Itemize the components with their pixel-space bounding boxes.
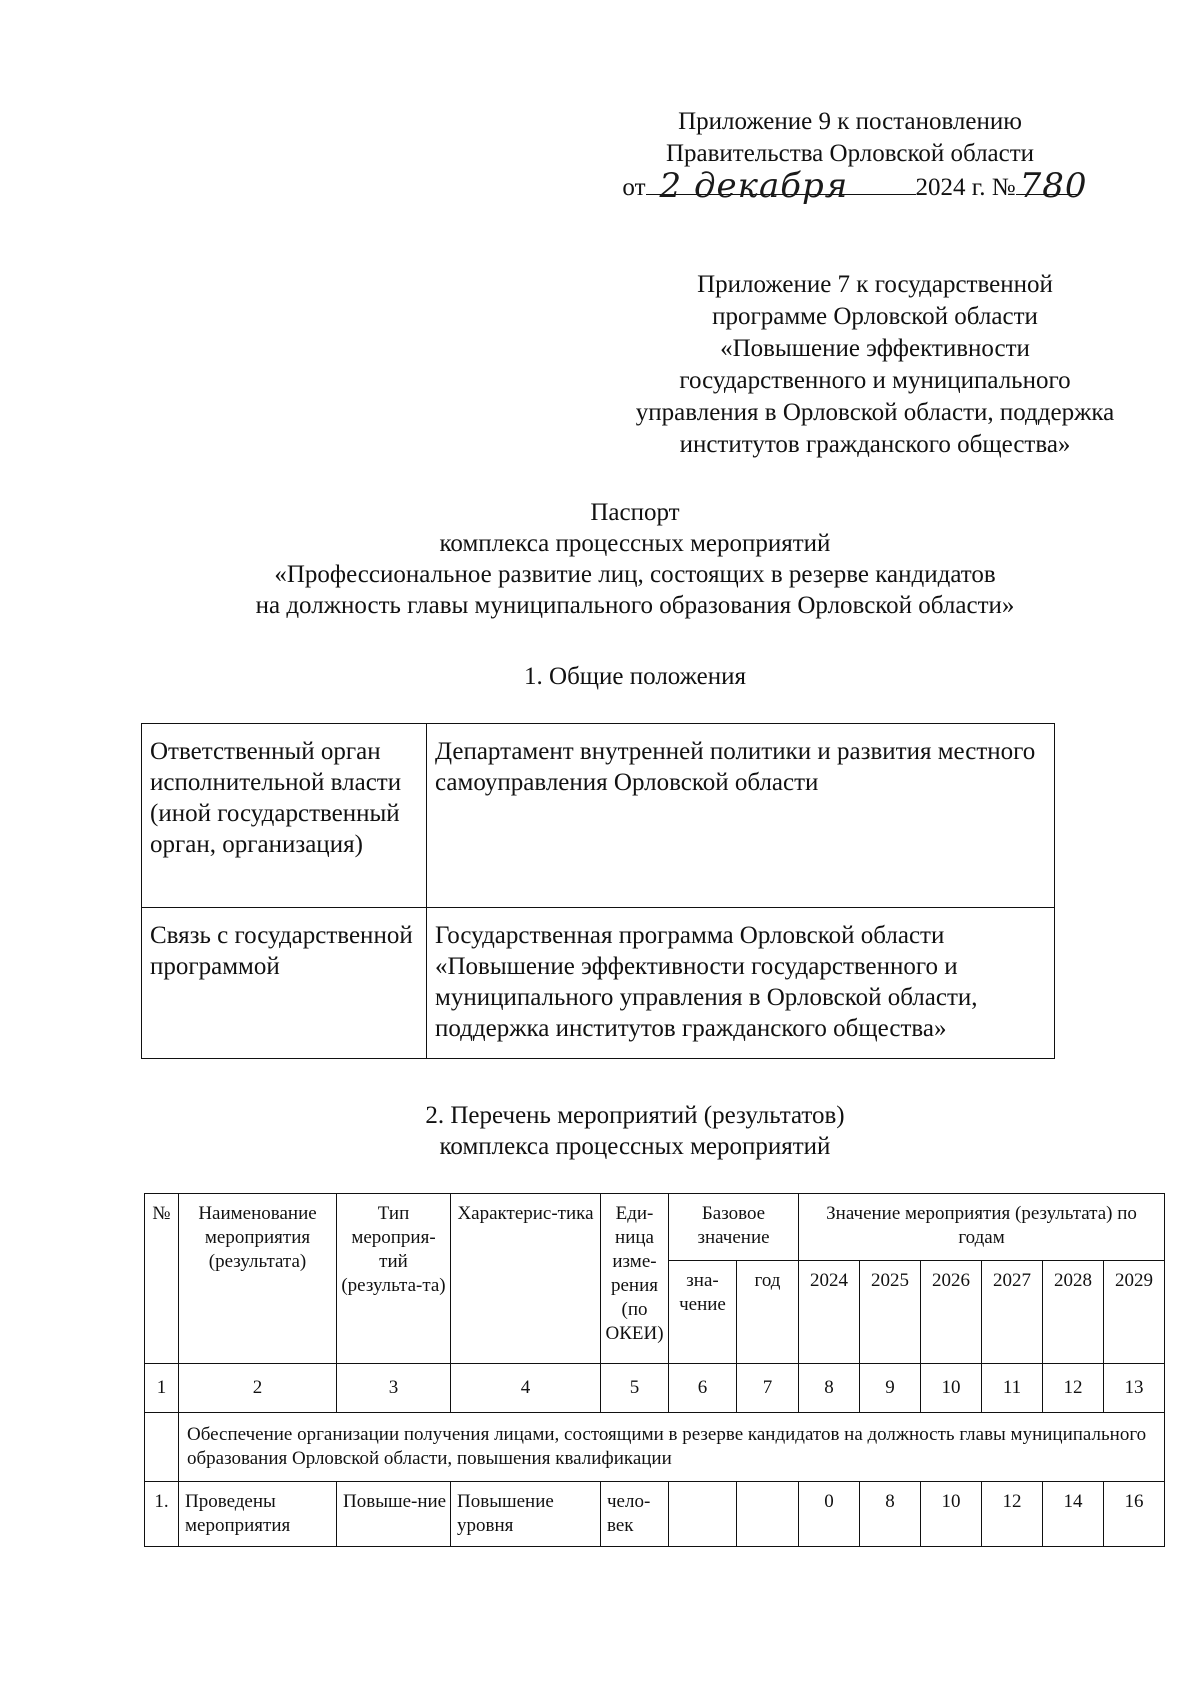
header-year: 2028 [1043, 1261, 1104, 1364]
task-text: Обеспечение организации получения лицами, состоящими в резерве кандидатов на должность главы муниципального образования Орловской области, повышения квалификации [179, 1413, 1165, 1482]
appendix-9-line1: Приложение 9 к постановлению [678, 108, 1022, 135]
header-unit: Еди-ница изме-рения (по ОКЕИ) [601, 1194, 669, 1364]
column-number: 12 [1043, 1364, 1104, 1413]
header-base: Базовое значение [669, 1194, 799, 1261]
header-base-year: год [737, 1261, 799, 1364]
header-base-value: зна-чение [669, 1261, 737, 1364]
column-number: 2 [179, 1364, 337, 1413]
handwritten-number: 780 [1019, 166, 1088, 206]
appendix-9-line2: Правительства Орловской области [665, 140, 1035, 167]
task-row [145, 1413, 1165, 1482]
section-1-title: 1. Общие положения [524, 663, 746, 690]
column-number: 6 [669, 1364, 737, 1413]
appendix-7-line: программе Орловской области [712, 303, 1038, 330]
column-number: 5 [601, 1364, 669, 1413]
order-date-line [600, 166, 1100, 206]
section-2-title-line1: 2. Перечень мероприятий (результатов) [425, 1102, 845, 1129]
row-num: 1. [145, 1482, 179, 1547]
appendix-7-line: государственного и муниципального [679, 367, 1071, 394]
task-num-cell [145, 1413, 179, 1482]
row-base-year [737, 1482, 799, 1547]
number-blank [1016, 166, 1088, 206]
handwritten-date: 2 декабря [659, 166, 849, 206]
program-link-value: Государственная программа Орловской области «Повышение эффективности государственного и муниципального управления в Орловской области, поддержка институтов гражданского общества» [427, 908, 1055, 1059]
table-row [145, 1482, 1165, 1547]
table-row [142, 724, 1055, 908]
date-blank [646, 166, 916, 206]
appendix-7-line: «Повышение эффективности [720, 335, 1030, 362]
row-value-2027: 12 [982, 1482, 1043, 1547]
header-character: Характерис-тика [451, 1194, 601, 1364]
row-value-2029: 16 [1104, 1482, 1165, 1547]
year-label: 2024 г. № [915, 174, 1016, 201]
column-number: 11 [982, 1364, 1043, 1413]
column-number: 7 [737, 1364, 799, 1413]
column-number: 4 [451, 1364, 601, 1413]
events-table [144, 1193, 1165, 1547]
row-character: Повышение уровня [451, 1482, 601, 1547]
passport-heading: Паспорт [590, 499, 680, 526]
section-2-title-line2: комплекса процессных мероприятий [439, 1133, 831, 1160]
general-provisions-table [141, 723, 1055, 1059]
header-values-by-year: Значение мероприятия (результата) по годам [799, 1194, 1165, 1261]
header-year: 2025 [860, 1261, 921, 1364]
table-row [142, 908, 1055, 1059]
passport-title [120, 497, 1150, 621]
header-name: Наименование мероприятия (результата) [179, 1194, 337, 1364]
row-value-2025: 8 [860, 1482, 921, 1547]
row-value-2024: 0 [799, 1482, 860, 1547]
row-unit: чело-век [601, 1482, 669, 1547]
column-numbers-row [145, 1364, 1165, 1413]
column-number: 1 [145, 1364, 179, 1413]
appendix-7-line: Приложение 7 к государственной [697, 271, 1053, 298]
section-2-title [120, 1100, 1150, 1162]
column-number: 3 [337, 1364, 451, 1413]
from-label: от [622, 174, 646, 201]
passport-line: «Профессиональное развитие лиц, состоящих в резерве кандидатов [274, 561, 996, 588]
program-link-label: Связь с государственной программой [142, 908, 427, 1059]
responsible-label: Ответственный орган исполнительной власти (иной государственный орган, организация) [142, 724, 427, 908]
header-type: Тип мероприя-тий (результа-та) [337, 1194, 451, 1364]
appendix-7-line: управления в Орловской области, поддержка [635, 399, 1115, 426]
responsible-value: Департамент внутренней политики и развития местного самоуправления Орловской области [427, 724, 1055, 908]
header-year: 2026 [921, 1261, 982, 1364]
appendix-7-line: институтов гражданского общества» [679, 431, 1071, 458]
header-num: № [145, 1194, 179, 1364]
column-number: 10 [921, 1364, 982, 1413]
passport-line: комплекса процессных мероприятий [439, 530, 831, 557]
header-year: 2029 [1104, 1261, 1165, 1364]
row-value-2028: 14 [1043, 1482, 1104, 1547]
header-year: 2027 [982, 1261, 1043, 1364]
appendix-7-header [590, 269, 1160, 461]
appendix-9-header [600, 106, 1100, 204]
row-type: Повыше-ние [337, 1482, 451, 1547]
passport-line: на должность главы муниципального образования Орловской области» [255, 592, 1015, 619]
row-name: Проведены мероприятия [179, 1482, 337, 1547]
row-base-value [669, 1482, 737, 1547]
column-number: 9 [860, 1364, 921, 1413]
row-value-2026: 10 [921, 1482, 982, 1547]
column-number: 8 [799, 1364, 860, 1413]
column-number: 13 [1104, 1364, 1165, 1413]
header-row-1 [145, 1194, 1165, 1261]
header-year: 2024 [799, 1261, 860, 1364]
